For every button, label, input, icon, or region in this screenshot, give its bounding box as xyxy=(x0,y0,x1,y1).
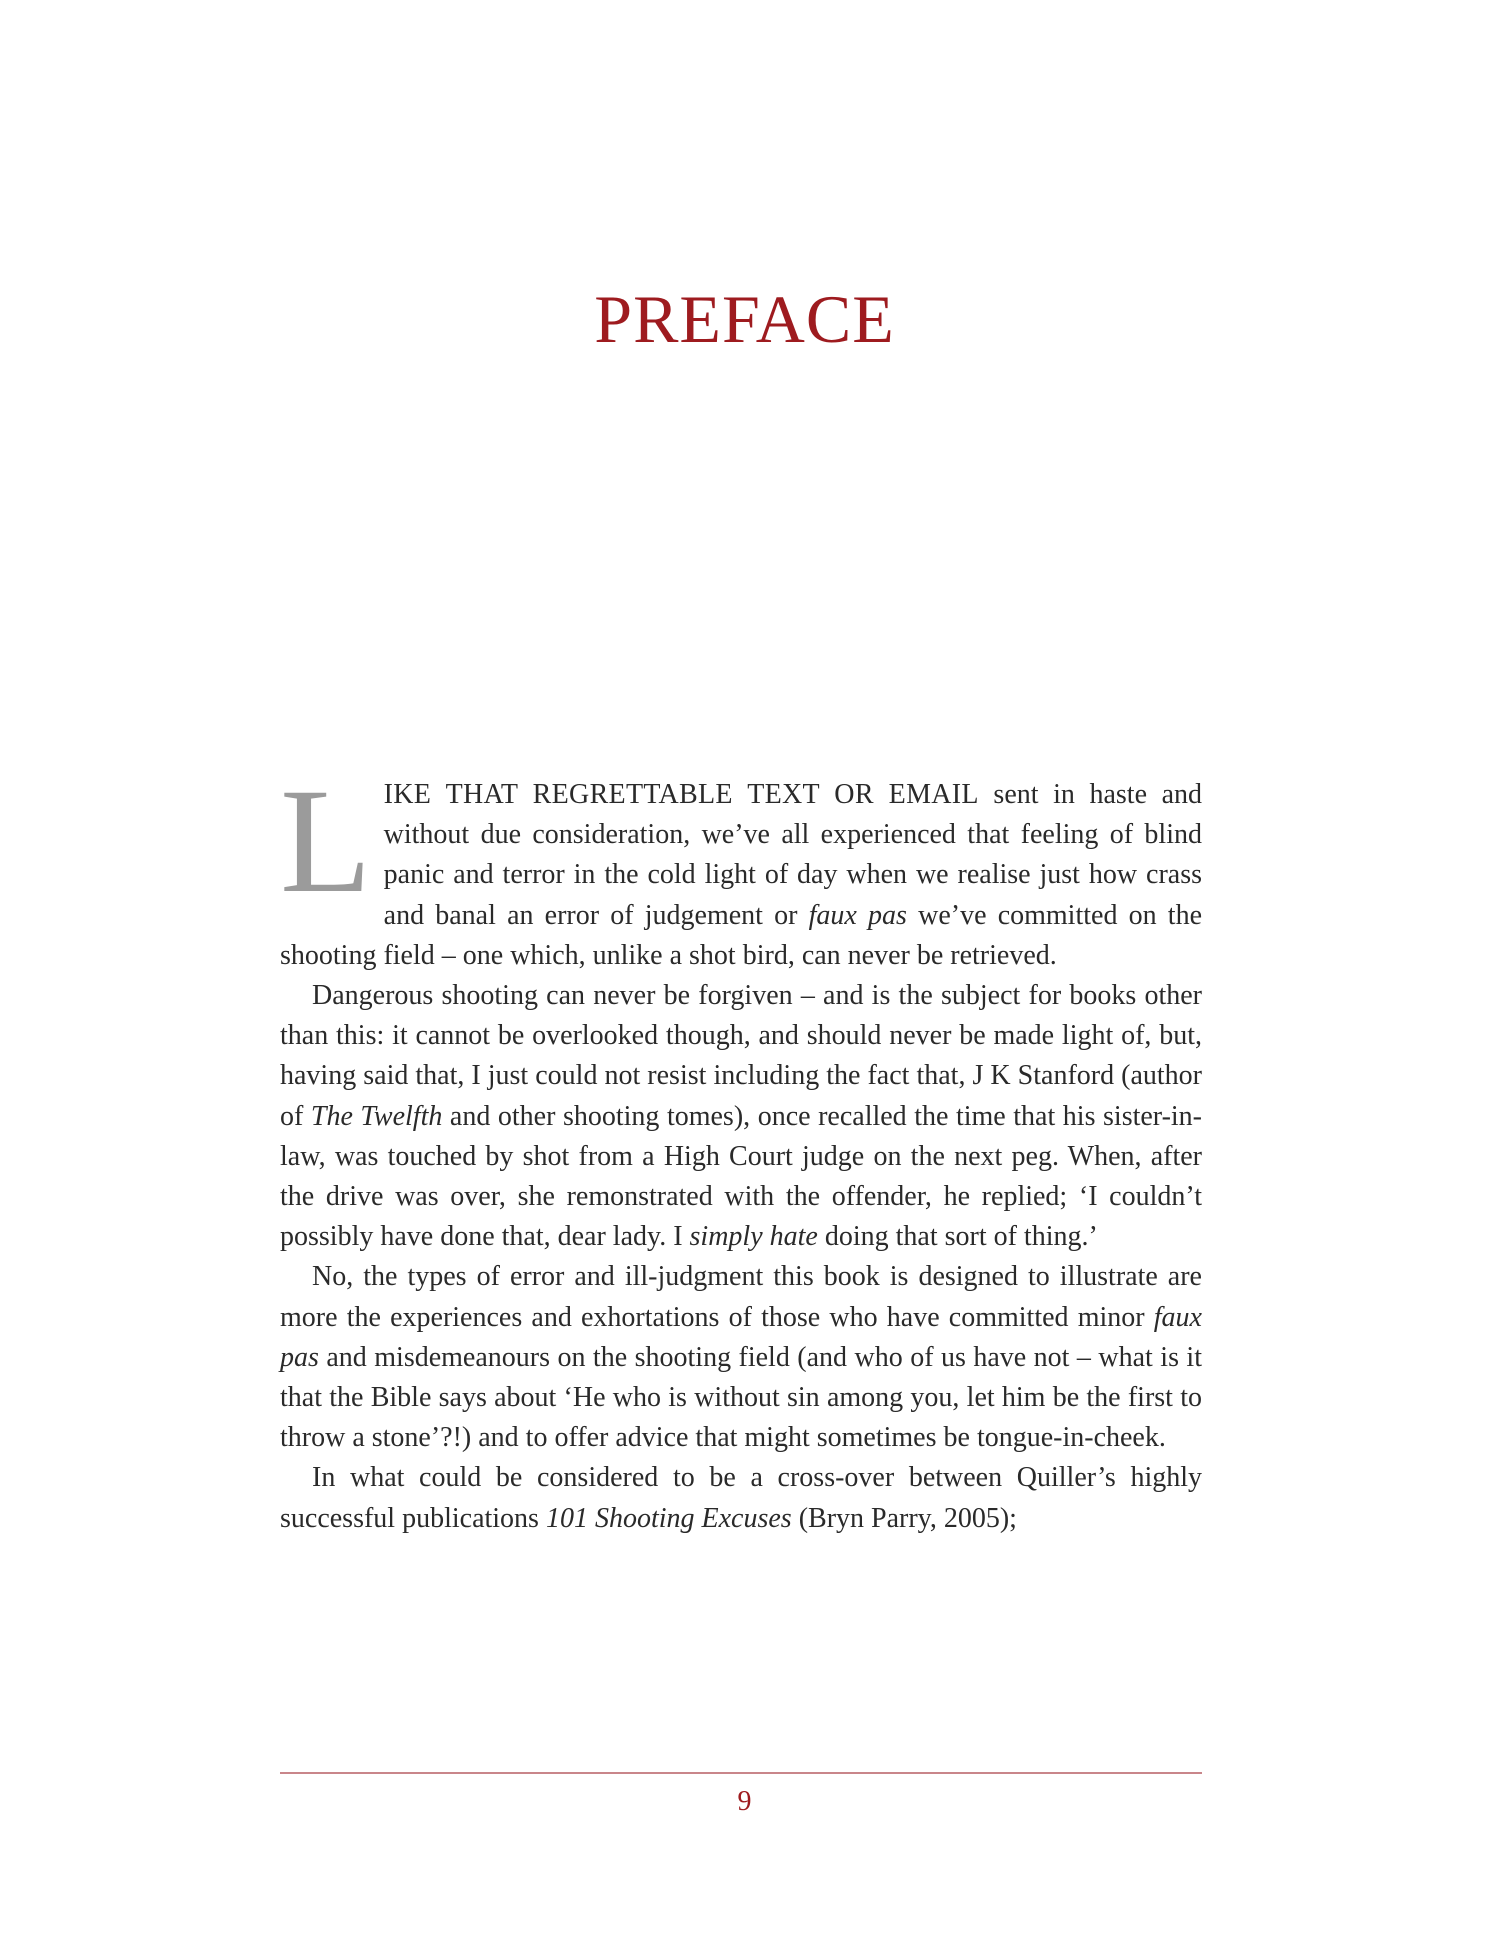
footer-rule xyxy=(280,1772,1202,1774)
paragraph-3-italic-a: faux pas xyxy=(280,1301,1202,1373)
paragraph-1 xyxy=(280,758,1203,976)
paragraph-3-text-b: and misdemeanours on the shooting field (and who of us have not – what is it that the Bible says about ‘He who is without sin among you, let him be the first to throw a stone’?!) and to offer advice that might sometimes be tongue-in-cheek. xyxy=(280,1341,1202,1454)
paragraph-2-text-a: Dangerous shooting can never be forgiven – and is the subject for books other than this: it cannot be overlooked though, and should never be made light of, but, having said that, I just could not resist including the fact that, J K Stanford (author of xyxy=(280,980,1202,1132)
paragraph-1-text-a: sent in haste and without due consideration, we’ve all experienced that feeling of blind panic and terror in the cold light of day when we realise just how crass and banal an error of judgement or xyxy=(383,779,1203,931)
paragraph-4-italic-a: 101 Shooting Excuses xyxy=(545,1502,792,1534)
page-number: 9 xyxy=(737,1786,752,1817)
paragraph-2-italic-b: simply hate xyxy=(689,1221,818,1253)
paragraph-4 xyxy=(280,1458,1202,1538)
paragraph-2 xyxy=(280,976,1202,1257)
paragraph-1-italic-a: faux pas xyxy=(808,899,907,931)
paragraph-4-text-b: (Bryn Parry, 2005); xyxy=(791,1502,1017,1534)
paragraph-3-text-a: No, the types of error and ill-judgment this book is designed to illustrate are more the experiences and exhortations of those who have committed minor xyxy=(280,1261,1202,1333)
page-title: PREFACE xyxy=(594,281,895,357)
paragraph-2-text-b: and other shooting tomes), once recalled the time that his sister-in-law, was touched by shot from a High Court judge on the next peg. When, after the drive was over, she remonstrated with the offender, he replied; ‘I couldn’t possibly have done that, dear lady. I xyxy=(280,1100,1202,1253)
paragraph-2-italic-a: The Twelfth xyxy=(310,1100,443,1132)
body-text xyxy=(280,758,1203,1539)
paragraph-1-text-b: we’ve committed on the shooting field – one which, unlike a shot bird, can never be retrieved. xyxy=(280,899,1203,971)
paragraph-3 xyxy=(280,1257,1202,1458)
lead-in-caps: IKE THAT REGRETTABLE TEXT OR EMAIL xyxy=(383,779,979,810)
drop-cap: L xyxy=(280,758,372,924)
paragraph-2-text-c: doing that sort of thing.’ xyxy=(817,1221,1098,1253)
paragraph-4-text-a: In what could be considered to be a cross-over between Quiller’s highly successful publications xyxy=(280,1462,1202,1534)
